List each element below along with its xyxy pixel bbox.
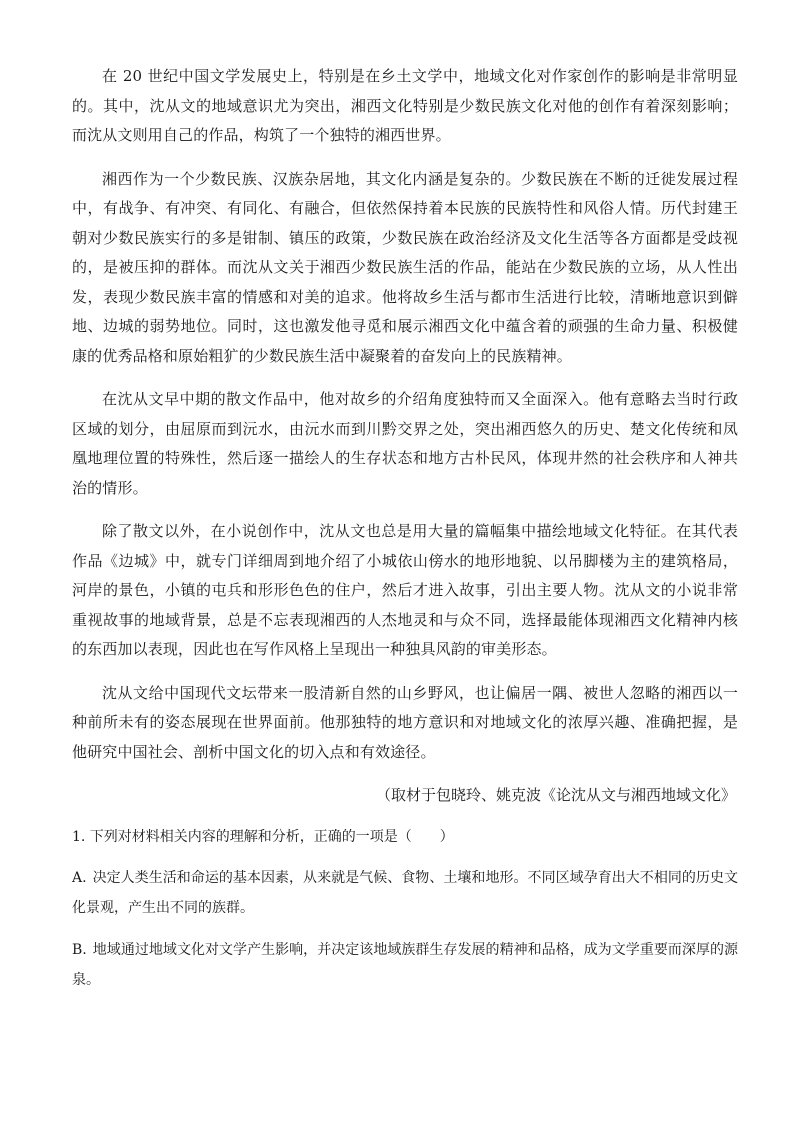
article-paragraph-3: 在沈从文早中期的散文作品中，他对故乡的介绍角度独特而又全面深入。他有意略去当时行政区域的划分，由屈原而到沅水，由沅水而到川黔交界之处，突出湘西悠久的历史、楚文化传统和凤凰地理位置的特殊性，然后逐一描绘人的生存状态和地方古朴民风，体现井然的社会秩序和人神共治的情形。 — [72, 390, 738, 497]
article-source: （取材于包晓玲、姚克波《论沈从文与湘西地域文化》 — [375, 786, 736, 804]
option-a — [72, 863, 738, 923]
option-b-label: B. — [72, 942, 87, 958]
option-a-text: 决定人类生活和命运的基本因素，从来就是气候、食物、土壤和地形。不同区域孕育出大不相同的历史文化景观，产生出不同的族群。 — [72, 870, 738, 916]
option-a-label: A. — [72, 870, 87, 886]
option-b — [72, 935, 738, 995]
article-paragraph-5: 沈从文给中国现代文坛带来一股清新自然的山乡野风，也让偏居一隅、被世人忽略的湘西以一种前所未有的姿态展现在世界面前。他那独特的地方意识和对地域文化的浓厚兴趣、准确把握，是他研究中国社会、剖析中国文化的切入点和有效途径。 — [72, 683, 738, 761]
document-page — [72, 62, 738, 1007]
option-b-text: 地域通过地域文化对文学产生影响，并决定该地域族群生存发展的精神和品格，成为文学重要而深厚的源泉。 — [72, 942, 738, 988]
question-stem: 1. 下列对材料相关内容的理解和分析，正确的一项是（ ） — [72, 829, 454, 845]
article-paragraph-2: 湘西作为一个少数民族、汉族杂居地，其文化内涵是复杂的。少数民族在不断的迁徙发展过程中，有战争、有冲突、有同化、有融合，但依然保持着本民族的民族特性和风俗人情。历代封建王朝对少数民族实行的多是钳制、镇压的政策，少数民族在政治经济及文化生活等各方面都是受歧视的，是被压抑的群体。而沈从文关于湘西少数民族生活的作品，能站在少数民族的立场，从人性出发，表现少数民族丰富的情感和对美的追求。他将故乡生活与都市生活进行比较，清晰地意识到僻地、边城的弱势地位。同时，这也激发他寻觅和展示湘西文化中蕴含着的顽强的生命力量、积极健康的优秀品格和原始粗犷的少数民族生活中凝聚着的奋发向上的民族精神。 — [72, 169, 738, 365]
article-paragraph-1: 在 20 世纪中国文学发展史上，特别是在乡土文学中，地域文化对作家创作的影响是非常明显的。其中，沈从文的地域意识尤为突出，湘西文化特别是少数民族文化对他的创作有着深刻影响；而沈从文则用自己的作品，构筑了一个独特的湘西世界。 — [72, 67, 738, 144]
article-paragraph-4: 除了散文以外，在小说创作中，沈从文也总是用大量的篇幅集中描绘地域文化特征。在其代表作品《边城》中，就专门详细周到地介绍了小城依山傍水的地形地貌、以吊脚楼为主的建筑格局，河岸的景色，小镇的屯兵和形形色色的住户，然后才进入故事，引出主要人物。沈从文的小说非常重视故事的地域背景，总是不忘表现湘西的人杰地灵和与众不同，选择最能体现湘西文化精神内核的东西加以表现，因此也在写作风格上呈现出一种独具风韵的审美形态。 — [72, 522, 738, 658]
